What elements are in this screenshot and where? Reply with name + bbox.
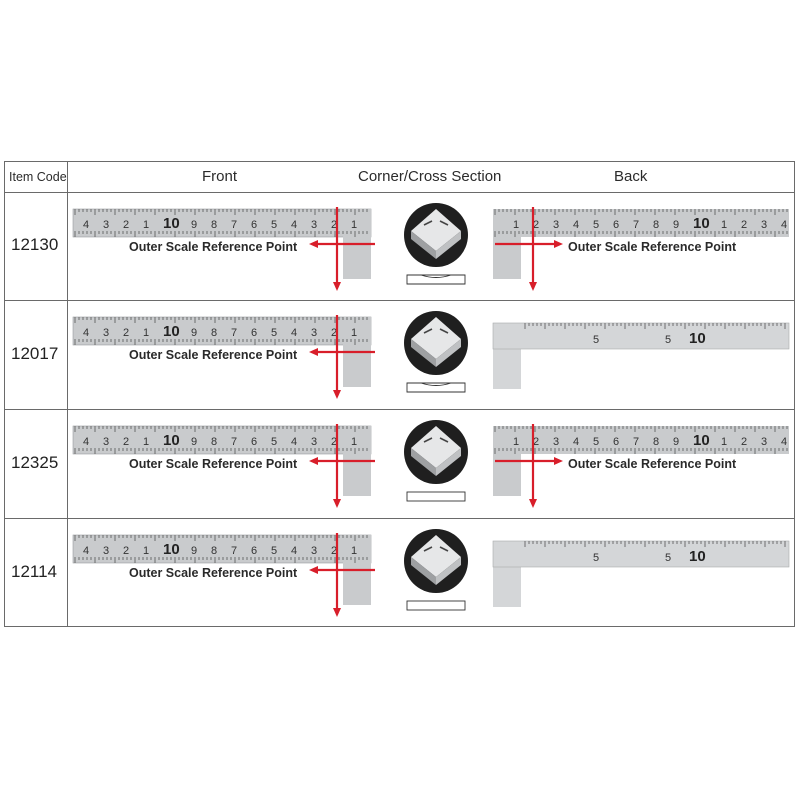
front-view xyxy=(73,315,373,405)
back-scale-digit: 5 xyxy=(665,334,672,346)
front-scale-digit: 4 xyxy=(83,327,90,339)
front-scale-digit: 3 xyxy=(103,545,110,557)
back-scale-digit: 3 xyxy=(553,219,560,231)
back-reference-label: Outer Scale Reference Point xyxy=(568,457,737,471)
back-view xyxy=(493,424,793,514)
back-scale-digit: 5 xyxy=(593,436,600,448)
item-code: 12325 xyxy=(11,452,59,472)
cross-section-shape xyxy=(407,492,465,501)
back-scale-digit: 8 xyxy=(653,436,660,448)
back-scale-digit: 10 xyxy=(693,215,710,232)
front-scale-digit: 4 xyxy=(291,545,298,557)
back-ruler xyxy=(493,541,789,607)
front-view xyxy=(73,424,373,514)
front-scale-digit: 9 xyxy=(191,219,198,231)
front-scale-digit: 6 xyxy=(251,545,258,557)
table-row xyxy=(5,519,794,628)
front-scale-digit: 4 xyxy=(83,436,90,448)
front-scale-digit: 3 xyxy=(103,436,110,448)
product-table xyxy=(4,161,795,627)
back-reference-label: Outer Scale Reference Point xyxy=(568,240,737,254)
back-scale-digit: 2 xyxy=(741,219,748,231)
item-code: 12017 xyxy=(11,343,59,363)
front-scale-digit: 8 xyxy=(211,436,218,448)
back-scale-digit: 7 xyxy=(633,219,640,231)
front-reference-label: Outer Scale Reference Point xyxy=(129,348,298,362)
back-scale-digit: 7 xyxy=(633,436,640,448)
front-scale-digit: 7 xyxy=(231,545,238,557)
front-scale-digit: 2 xyxy=(123,436,130,448)
back-scale-digit: 6 xyxy=(613,219,620,231)
back-scale-digit: 1 xyxy=(513,436,520,448)
front-scale-digit: 1 xyxy=(351,219,358,231)
header-item-code: Item Code xyxy=(9,170,67,184)
back-scale-digit: 8 xyxy=(653,219,660,231)
back-scale-digit: 9 xyxy=(673,436,680,448)
back-scale-digit: 3 xyxy=(761,219,768,231)
back-scale-digit: 5 xyxy=(593,552,600,564)
front-scale-digit: 4 xyxy=(291,436,298,448)
front-scale-digit: 8 xyxy=(211,327,218,339)
front-scale-digit: 2 xyxy=(123,545,130,557)
front-scale-digit: 1 xyxy=(351,327,358,339)
front-scale-digit: 10 xyxy=(163,541,180,558)
front-scale-digit: 5 xyxy=(271,327,278,339)
item-code: 12130 xyxy=(11,235,59,254)
front-scale-digit: 5 xyxy=(271,219,278,231)
front-reference-label: Outer Scale Reference Point xyxy=(129,240,298,254)
cross-section-shape xyxy=(407,601,465,610)
corner-cross-section xyxy=(401,203,471,293)
front-scale-digit: 3 xyxy=(311,219,318,231)
front-scale-digit: 6 xyxy=(251,219,258,231)
front-scale-digit: 4 xyxy=(291,219,298,231)
corner-cross-section xyxy=(401,311,471,401)
front-scale-digit: 2 xyxy=(331,327,338,339)
back-view xyxy=(493,533,793,623)
back-scale-digit: 1 xyxy=(721,436,728,448)
front-scale-digit: 10 xyxy=(163,432,180,449)
front-scale-digit: 6 xyxy=(251,327,258,339)
corner-cross-section xyxy=(401,420,471,510)
front-scale-digit: 1 xyxy=(143,545,150,557)
back-scale-digit: 10 xyxy=(689,330,706,347)
front-scale-digit: 4 xyxy=(83,219,90,231)
back-scale-digit: 3 xyxy=(761,436,768,448)
front-scale-digit: 2 xyxy=(123,219,130,231)
front-scale-digit: 1 xyxy=(143,327,150,339)
cross-section-shape xyxy=(407,275,465,284)
back-scale-digit: 4 xyxy=(781,436,788,448)
front-scale-digit: 3 xyxy=(311,436,318,448)
corner-photo xyxy=(404,203,468,267)
front-scale-digit: 10 xyxy=(163,323,180,340)
corner-photo xyxy=(404,311,468,375)
front-scale-digit: 3 xyxy=(103,327,110,339)
back-scale-digit: 1 xyxy=(513,219,520,231)
front-reference-label: Outer Scale Reference Point xyxy=(129,566,298,580)
back-scale-digit: 6 xyxy=(613,436,620,448)
front-view xyxy=(73,533,373,623)
back-scale-digit: 10 xyxy=(693,432,710,449)
front-scale-digit: 1 xyxy=(143,219,150,231)
front-scale-digit: 9 xyxy=(191,545,198,557)
cross-section-shape xyxy=(407,383,465,392)
back-scale-digit: 2 xyxy=(741,436,748,448)
back-scale-digit: 4 xyxy=(781,219,788,231)
table-row xyxy=(5,301,794,410)
back-scale-digit: 5 xyxy=(593,219,600,231)
front-scale-digit: 2 xyxy=(331,545,338,557)
header-corner: Corner/Cross Section xyxy=(358,168,502,185)
front-scale-digit: 8 xyxy=(211,219,218,231)
front-scale-digit: 7 xyxy=(231,436,238,448)
corner-cross-section xyxy=(401,529,471,619)
back-view xyxy=(493,207,793,297)
front-scale-digit: 7 xyxy=(231,219,238,231)
front-scale-digit: 9 xyxy=(191,327,198,339)
back-scale-digit: 2 xyxy=(533,436,540,448)
front-scale-digit: 7 xyxy=(231,327,238,339)
front-reference-label: Outer Scale Reference Point xyxy=(129,457,298,471)
front-scale-digit: 5 xyxy=(271,436,278,448)
front-scale-digit: 1 xyxy=(351,436,358,448)
back-ruler xyxy=(493,323,789,389)
item-code: 12114 xyxy=(11,561,58,581)
front-scale-digit: 2 xyxy=(123,327,130,339)
back-scale-digit: 2 xyxy=(533,219,540,231)
back-scale-digit: 3 xyxy=(553,436,560,448)
front-scale-digit: 10 xyxy=(163,215,180,232)
back-view xyxy=(493,315,793,405)
table-row xyxy=(5,193,794,301)
back-scale-digit: 5 xyxy=(665,552,672,564)
front-scale-digit: 5 xyxy=(271,545,278,557)
front-scale-digit: 1 xyxy=(143,436,150,448)
front-scale-digit: 8 xyxy=(211,545,218,557)
front-scale-digit: 6 xyxy=(251,436,258,448)
front-scale-digit: 3 xyxy=(103,219,110,231)
back-scale-digit: 4 xyxy=(573,436,580,448)
header-front: Front xyxy=(202,168,238,185)
front-scale-digit: 1 xyxy=(351,545,358,557)
front-scale-digit: 4 xyxy=(291,327,298,339)
back-scale-digit: 4 xyxy=(573,219,580,231)
table-row xyxy=(5,410,794,519)
back-scale-digit: 5 xyxy=(593,334,600,346)
header-back: Back xyxy=(614,168,648,185)
front-scale-digit: 3 xyxy=(311,545,318,557)
front-scale-digit: 4 xyxy=(83,545,90,557)
back-scale-digit: 1 xyxy=(721,219,728,231)
front-view xyxy=(73,207,373,297)
front-scale-digit: 2 xyxy=(331,219,338,231)
front-scale-digit: 3 xyxy=(311,327,318,339)
table-header xyxy=(5,162,794,193)
corner-photo xyxy=(404,420,468,484)
back-scale-digit: 10 xyxy=(689,548,706,565)
back-scale-digit: 9 xyxy=(673,219,680,231)
front-scale-digit: 2 xyxy=(331,436,338,448)
corner-photo xyxy=(404,529,468,593)
front-scale-digit: 9 xyxy=(191,436,198,448)
